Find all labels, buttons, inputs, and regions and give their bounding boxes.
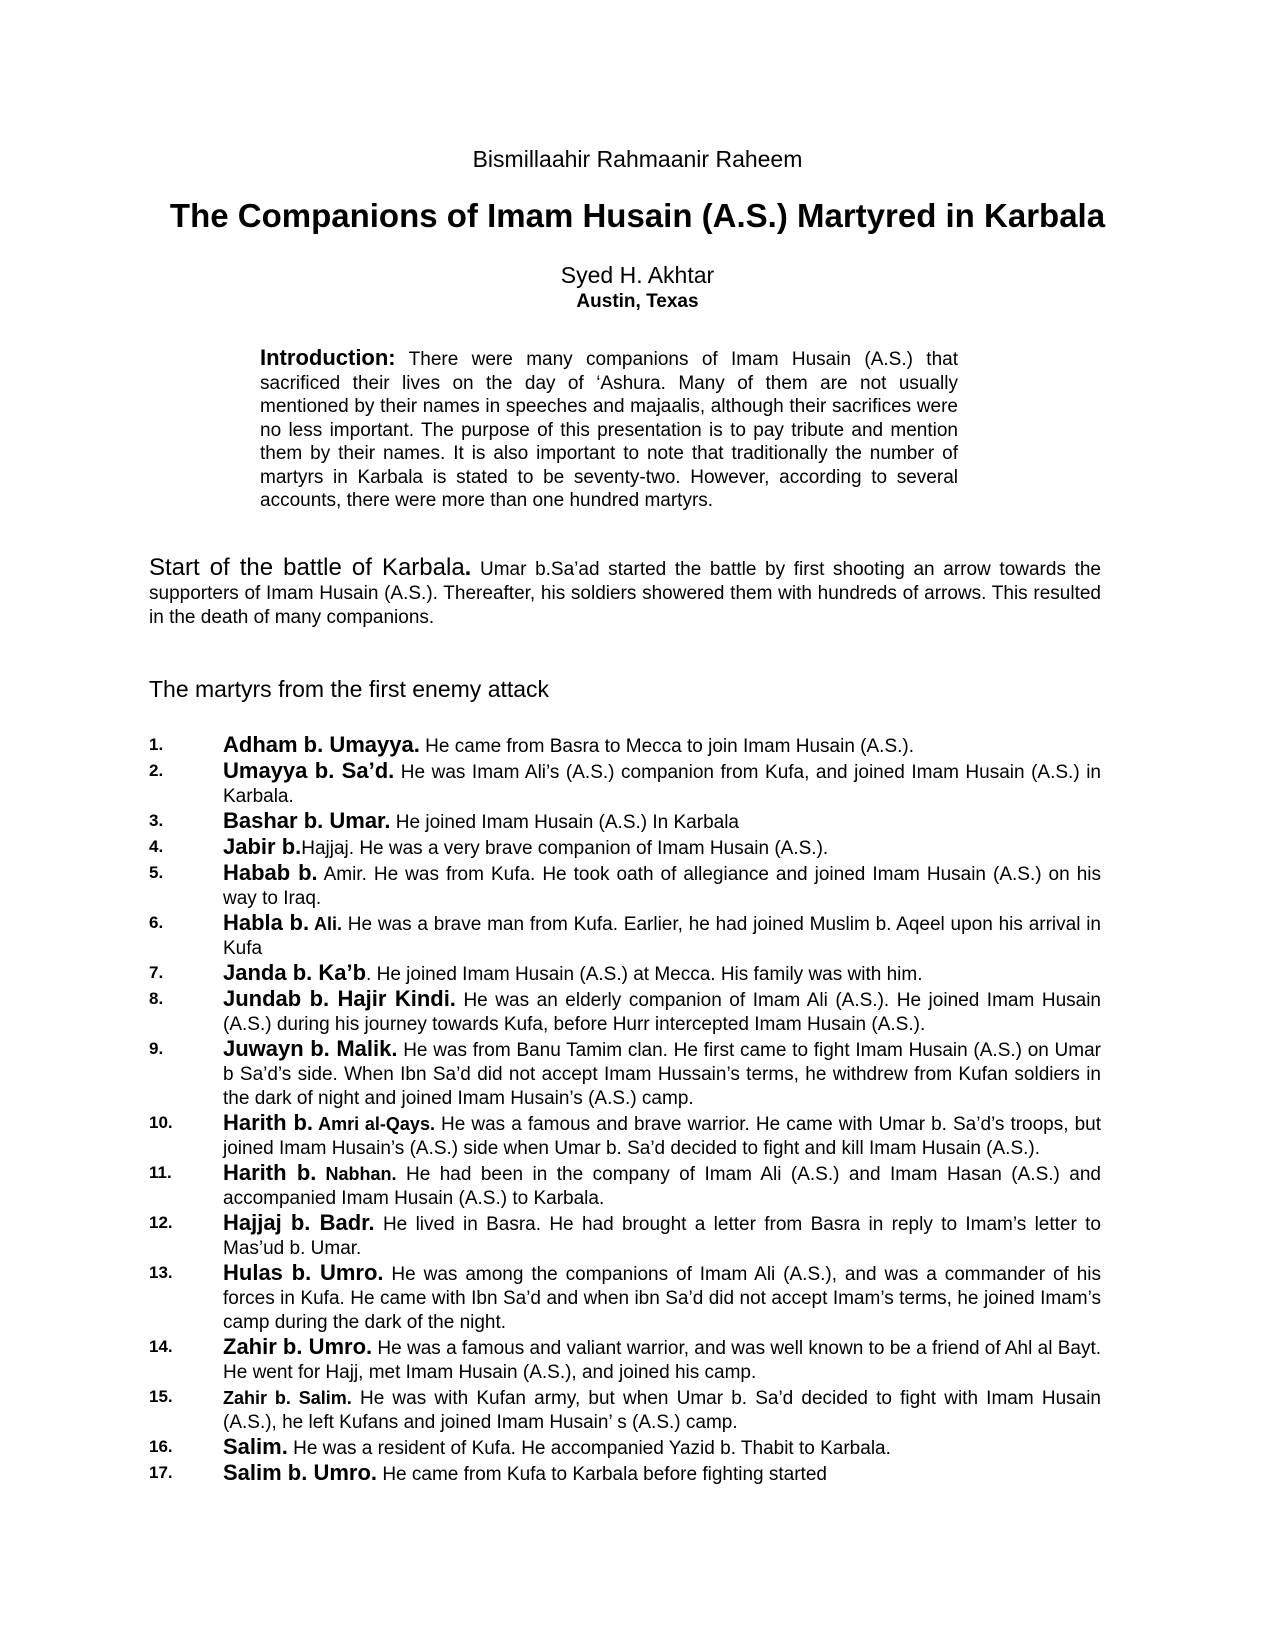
martyr-list-item (149, 809, 1101, 835)
introduction-label: Introduction: (260, 345, 396, 370)
martyr-description: He was with Kufan army, but when Umar b. Sa’d decided to fight with Imam Husain (A.S.), he left Kufans and joined Imam Husain’ s (A.S.) camp. (223, 1388, 1101, 1433)
martyr-description: He lived in Basra. He had brought a letter from Basra in reply to Imam’s letter to Mas’ud b. Umar. (223, 1214, 1101, 1259)
martyr-name: Umayya b. Sa’d. (223, 758, 395, 783)
martyr-entry (223, 861, 1101, 911)
martyr-description: He came from Kufa to Karbala before fighting started (377, 1464, 827, 1485)
martyr-list-item (149, 1435, 1101, 1461)
martyr-name: Juwayn b. Malik. (223, 1036, 398, 1061)
martyr-number: 11. (149, 1163, 172, 1182)
martyr-number: 15. (149, 1387, 173, 1406)
battle-start-heading-period: . (464, 554, 472, 581)
introduction-text: There were many companions of Imam Husain (A.S.) that sacrificed their lives on the day of ‘Ashura. Many of them are not usually mentioned by their names in speeches and majaalis, although their sacrifices were no less important. The purpose of this presentation is to pay tribute and mention them by their names. It is also important to note that traditionally the number of martyrs in Karbala is stated to be seventy-two. However, according to several accounts, there were more than one hundred martyrs. (260, 349, 958, 511)
martyr-list-item (149, 911, 1101, 961)
martyr-entry (223, 1261, 1101, 1335)
martyr-number: 12. (149, 1213, 173, 1232)
martyr-name-part: Zahir b. Salim. (223, 1388, 352, 1408)
martyr-number: 14. (149, 1337, 173, 1356)
martyr-number: 16. (149, 1437, 173, 1456)
martyr-entry (223, 911, 1101, 961)
martyr-name-part: Nabhan. (316, 1164, 397, 1184)
martyr-entry (223, 1161, 1101, 1211)
martyr-list-item (149, 1161, 1101, 1211)
martyr-name: Hulas b. Umro. (223, 1260, 384, 1285)
martyr-name-part: Ali. (309, 914, 342, 934)
martyr-description: He came from Basra to Mecca to join Imam Husain (A.S.). (419, 736, 915, 757)
martyr-list-item (149, 1461, 1101, 1487)
martyr-list-item (149, 835, 1101, 861)
martyr-name: Habla b. (223, 910, 310, 935)
martyr-entry (223, 1111, 1101, 1161)
martyr-number: 4. (149, 837, 164, 856)
martyr-entry (223, 1037, 1101, 1111)
martyr-list-item (149, 1335, 1101, 1385)
martyr-list-item (149, 1037, 1101, 1111)
martyr-description: He was a resident of Kufa. He accompanied Yazid b. Thabit to Karbala. (287, 1438, 891, 1459)
martyr-list-item (149, 1211, 1101, 1261)
martyr-description: . He joined Imam Husain (A.S.) at Mecca. His family was with him. (366, 964, 923, 985)
martyr-list-item (149, 1261, 1101, 1335)
martyr-entry (223, 1211, 1101, 1261)
martyr-name: Salim b. Umro. (223, 1460, 378, 1485)
author-location: Austin, Texas (576, 291, 699, 312)
martyr-name: Hajjaj b. Badr. (223, 1210, 375, 1235)
battle-start-text: Umar b.Sa’ad started the battle by first shooting an arrow towards the supporters of Imam Husain (A.S.). Thereafter, his soldiers showered them with hundreds of arrows. This resulted in the death of many companions. (149, 559, 1101, 628)
martyr-list-item (149, 961, 1101, 987)
martyr-description: Amir. He was from Kufa. He took oath of allegiance and joined Imam Husain (A.S.) on his way to Iraq. (223, 864, 1101, 909)
martyr-entry (223, 835, 1101, 861)
martyr-list-item (149, 733, 1101, 759)
martyr-number: 6. (149, 913, 164, 932)
martyr-name: Janda b. Ka’b (223, 960, 367, 985)
martyr-list (149, 733, 1101, 1487)
martyr-name: Harith b. (223, 1160, 317, 1185)
martyr-entry (223, 1335, 1101, 1385)
author-name: Syed H. Akhtar (560, 262, 715, 288)
martyr-entry (223, 1435, 1101, 1461)
martyr-number: 8. (149, 989, 164, 1008)
document-title: The Companions of Imam Husain (A.S.) Martyred in Karbala (169, 197, 1106, 234)
martyr-list-item (149, 987, 1101, 1037)
martyr-description: He had been in the company of Imam Ali (A.S.) and Imam Hasan (A.S.) and accompanied Imam Husain (A.S.) to Karbala. (223, 1164, 1101, 1209)
martyr-number: 13. (149, 1263, 173, 1282)
martyr-list-item (149, 759, 1101, 809)
martyr-name: Salim. (223, 1434, 288, 1459)
martyr-name: Harith b. (223, 1110, 314, 1135)
battle-start-paragraph (149, 556, 1101, 630)
martyr-description: He was Imam Ali’s (A.S.) companion from Kufa, and joined Imam Husain (A.S.) in Karbala. (223, 762, 1101, 807)
martyr-entry (223, 1461, 1101, 1487)
martyr-name: Habab b. (223, 860, 318, 885)
bismillah-line: Bismillaahir Rahmaanir Raheem (472, 146, 803, 172)
martyr-entry (223, 759, 1101, 809)
battle-start-heading: Start of the battle of Karbala (149, 554, 465, 581)
martyr-name: Zahir b. Umro. (223, 1334, 373, 1359)
martyr-name: Bashar b. Umar. (223, 808, 391, 833)
martyr-number: 2. (149, 761, 164, 780)
martyr-description: He was a famous and brave warrior. He came with Umar b. Sa’d’s troops, but joined Imam Husain’s (A.S.) side when Umar b. Sa’d decided to fight and kill Imam Husain (A.S.). (223, 1114, 1101, 1159)
martyr-description: He was among the companions of Imam Ali (A.S.), and was a commander of his forces in Kufa. He came with Ibn Sa’d and when ibn Sa’d did not accept Imam’s terms, he joined Imam’s camp during the dark of the night. (223, 1264, 1101, 1333)
martyr-entry (223, 987, 1101, 1037)
martyr-name-part: Amri al-Qays. (313, 1114, 435, 1134)
martyr-list-item (149, 861, 1101, 911)
martyr-number: 3. (149, 811, 164, 830)
martyr-entry (223, 809, 1101, 835)
martyr-description: Hajjaj. He was a very brave companion of Imam Husain (A.S.). (301, 838, 829, 859)
martyr-name: Adham b. Umayya. (223, 732, 420, 757)
introduction-paragraph (260, 346, 958, 513)
martyr-description: He was a famous and valiant warrior, and was well known to be a friend of Ahl al Bayt. He went for Hajj, met Imam Husain (A.S.), and joined his camp. (223, 1338, 1101, 1383)
martyr-entry (223, 1385, 1101, 1435)
martyr-name: Jabir b. (223, 834, 302, 859)
martyr-description: He was a brave man from Kufa. Earlier, he had joined Muslim b. Aqeel upon his arrival in Kufa (223, 914, 1102, 959)
martyr-number: 17. (149, 1463, 173, 1482)
section-heading: The martyrs from the first enemy attack (149, 676, 550, 702)
martyr-description: He was from Banu Tamim clan. He first came to fight Imam Husain (A.S.) on Umar b Sa’d’s side. When Ibn Sa’d did not accept Imam Hussain’s terms, he withdrew from Kufan soldiers in the dark of night and joined Imam Husain’s (A.S.) camp. (223, 1040, 1101, 1109)
martyr-name: Jundab b. Hajir Kindi. (223, 986, 456, 1011)
martyr-entry (223, 733, 1101, 759)
martyr-list-item (149, 1111, 1101, 1161)
martyr-number: 10. (149, 1113, 173, 1132)
martyr-number: 5. (149, 863, 164, 882)
martyr-description: He joined Imam Husain (A.S.) In Karbala (390, 812, 740, 833)
martyr-number: 9. (149, 1039, 164, 1058)
martyr-number: 1. (149, 735, 164, 754)
martyr-number: 7. (149, 963, 164, 982)
martyr-entry (223, 961, 1101, 987)
martyr-description: He was an elderly companion of Imam Ali (A.S.). He joined Imam Husain (A.S.) during his journey towards Kufa, before Hurr intercepted Imam Husain (A.S.). (223, 990, 1101, 1035)
martyr-list-item (149, 1385, 1101, 1435)
